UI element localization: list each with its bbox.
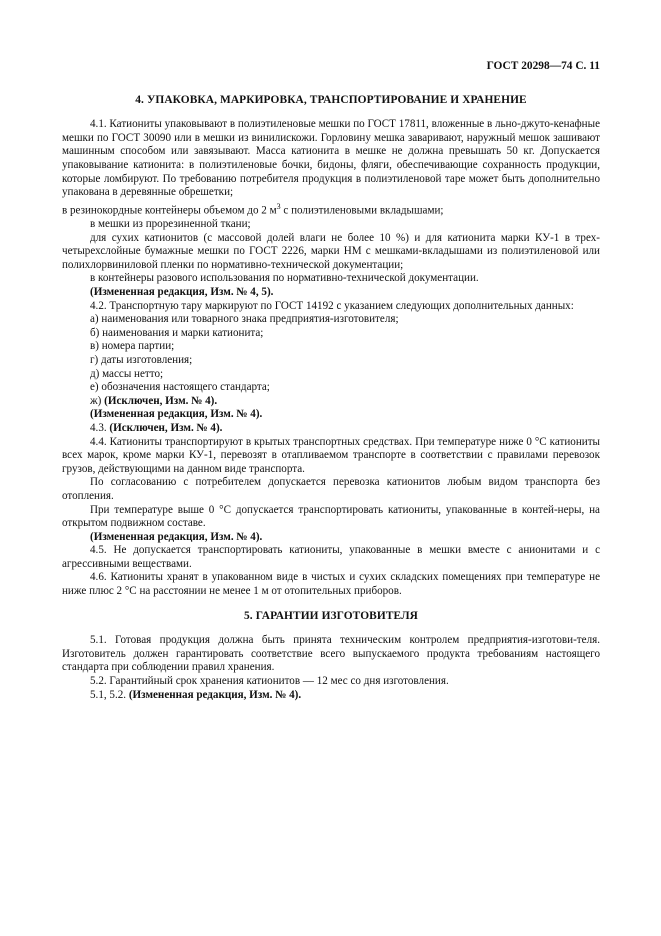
list-item-zh-note: (Исключен, Изм. № 4).: [104, 394, 218, 407]
document-page: [62, 60, 600, 702]
para-4-1-dry: для сухих катионитов (с массовой долей влаги не более 10 %) и для катионита марки КУ-1 в трех-четырехслойные бумажные мешки по ГОСТ 2226, марки НМ с мешками-вкладышами из полиэтиленовой или полихлорвиниловой пленки по нормативно-технической документации;: [62, 231, 600, 271]
section-5-title: 5. ГАРАНТИИ ИЗГОТОВИТЕЛЯ: [244, 609, 418, 622]
para-4-6: 4.6. Катиониты хранят в упакованном виде в чистых и сухих складских помещениях при температуре не ниже плюс 2 °С на расстоянии не менее 1 м от отопительных приборов.: [62, 571, 600, 598]
para-4-3: [62, 422, 600, 436]
para-4-4-open-transport: При температуре выше 0 °С допускается транспортировать катиониты, упакованные в контей-неры, на открытом подвижном составе.: [62, 503, 600, 530]
edition-note-5-text: (Измененная редакция, Изм. № 4).: [128, 688, 302, 701]
list-item-b: б) наименования и марки катионита;: [90, 326, 264, 339]
para-4-4-agreement: По согласованию с потребителем допускается перевозка катионитов любым видом транспорта без отопления.: [62, 476, 600, 502]
list-item-e: е) обозначения настоящего стандарта;: [90, 381, 270, 394]
para-4-1-single-use: в контейнеры разового использования по нормативно-технической документации.: [90, 272, 479, 285]
para-5-1: 5.1. Готовая продукция должна быть принята техническим контролем предприятия-изготови-теля. Изготовитель должен гарантировать соответствие всего выпускаемого продукта требованиям настоящего стандарта при соблюдении правил хранения.: [62, 634, 600, 674]
edition-note-5-ref: 5.1, 5.2.: [90, 688, 129, 701]
list-item-v: в) номера партии;: [90, 340, 175, 353]
para-4-1-rubber-bags: в мешки из прорезиненной ткани;: [90, 218, 251, 231]
para-4-1: 4.1. Катиониты упаковывают в полиэтиленовые мешки по ГОСТ 17811, вложенные в льно-джуто-кенафные мешки по ГОСТ 30090 или в мешки из винилискожи. Горловину мешка заваривают, наружный мешок зашивают машинным способом или завязывают. Масса катионита в мешке не должна превышать 50 кг. Допускается упаковывание катионита: в полиэтиленовые бочки, бидоны, фляги, обеспечивающие сохранность продукции, которые ломбируют. По требованию потребителя продукция в полиэтиленовой таре может быть дополнительно упакована в деревянные обрешетки;: [62, 118, 600, 199]
list-item-zh: [62, 395, 600, 409]
page-header: ГОСТ 20298—74 С. 11: [486, 60, 600, 72]
para-4-1-containers-text: в резинокордные контейнеры объемом до 2 м: [62, 204, 277, 217]
edition-note-2: (Измененная редакция, Изм. № 4).: [90, 408, 263, 421]
edition-note-1: (Измененная редакция, Изм. № 4, 5).: [90, 286, 274, 298]
para-4-3-note: (Исключен, Изм. № 4).: [109, 421, 223, 434]
para-4-1-containers-tail: с полиэтиленовыми вкладышами;: [280, 204, 444, 217]
para-4-3-number: 4.3.: [90, 421, 110, 434]
list-item-g: г) даты изготовления;: [90, 353, 193, 366]
para-5-2: 5.2. Гарантийный срок хранения катионитов — 12 мес со дня изготовления.: [90, 675, 449, 688]
superscript-3: 3: [276, 201, 281, 211]
section-4-title: 4. УПАКОВКА, МАРКИРОВКА, ТРАНСПОРТИРОВАНИЕ И ХРАНЕНИЕ: [135, 93, 527, 106]
para-4-2: 4.2. Транспортную тару маркируют по ГОСТ 14192 с указанием следующих дополнительных данных:: [90, 299, 574, 312]
para-4-5: 4.5. Не допускается транспортировать катиониты, упакованные в мешки вместе с анионитами и с агрессивными веществами.: [62, 544, 600, 570]
edition-note-5: [62, 689, 600, 703]
list-item-zh-label: ж): [90, 394, 105, 407]
list-item-d: д) массы нетто;: [90, 367, 164, 380]
para-4-4: 4.4. Катиониты транспортируют в крытых транспортных средствах. При температуре ниже 0 °С катиониты всех марок, кроме марки КУ-1, перевозят в отапливаемом транспорте в соответствии с правилами перевозок грузов, действующими на данном виде транспорта.: [62, 435, 600, 475]
para-4-1-containers: [62, 200, 600, 218]
list-item-a: а) наименования или товарного знака предприятия-изготовителя;: [90, 313, 399, 326]
edition-note-3: (Измененная редакция, Изм. № 4).: [90, 530, 263, 543]
